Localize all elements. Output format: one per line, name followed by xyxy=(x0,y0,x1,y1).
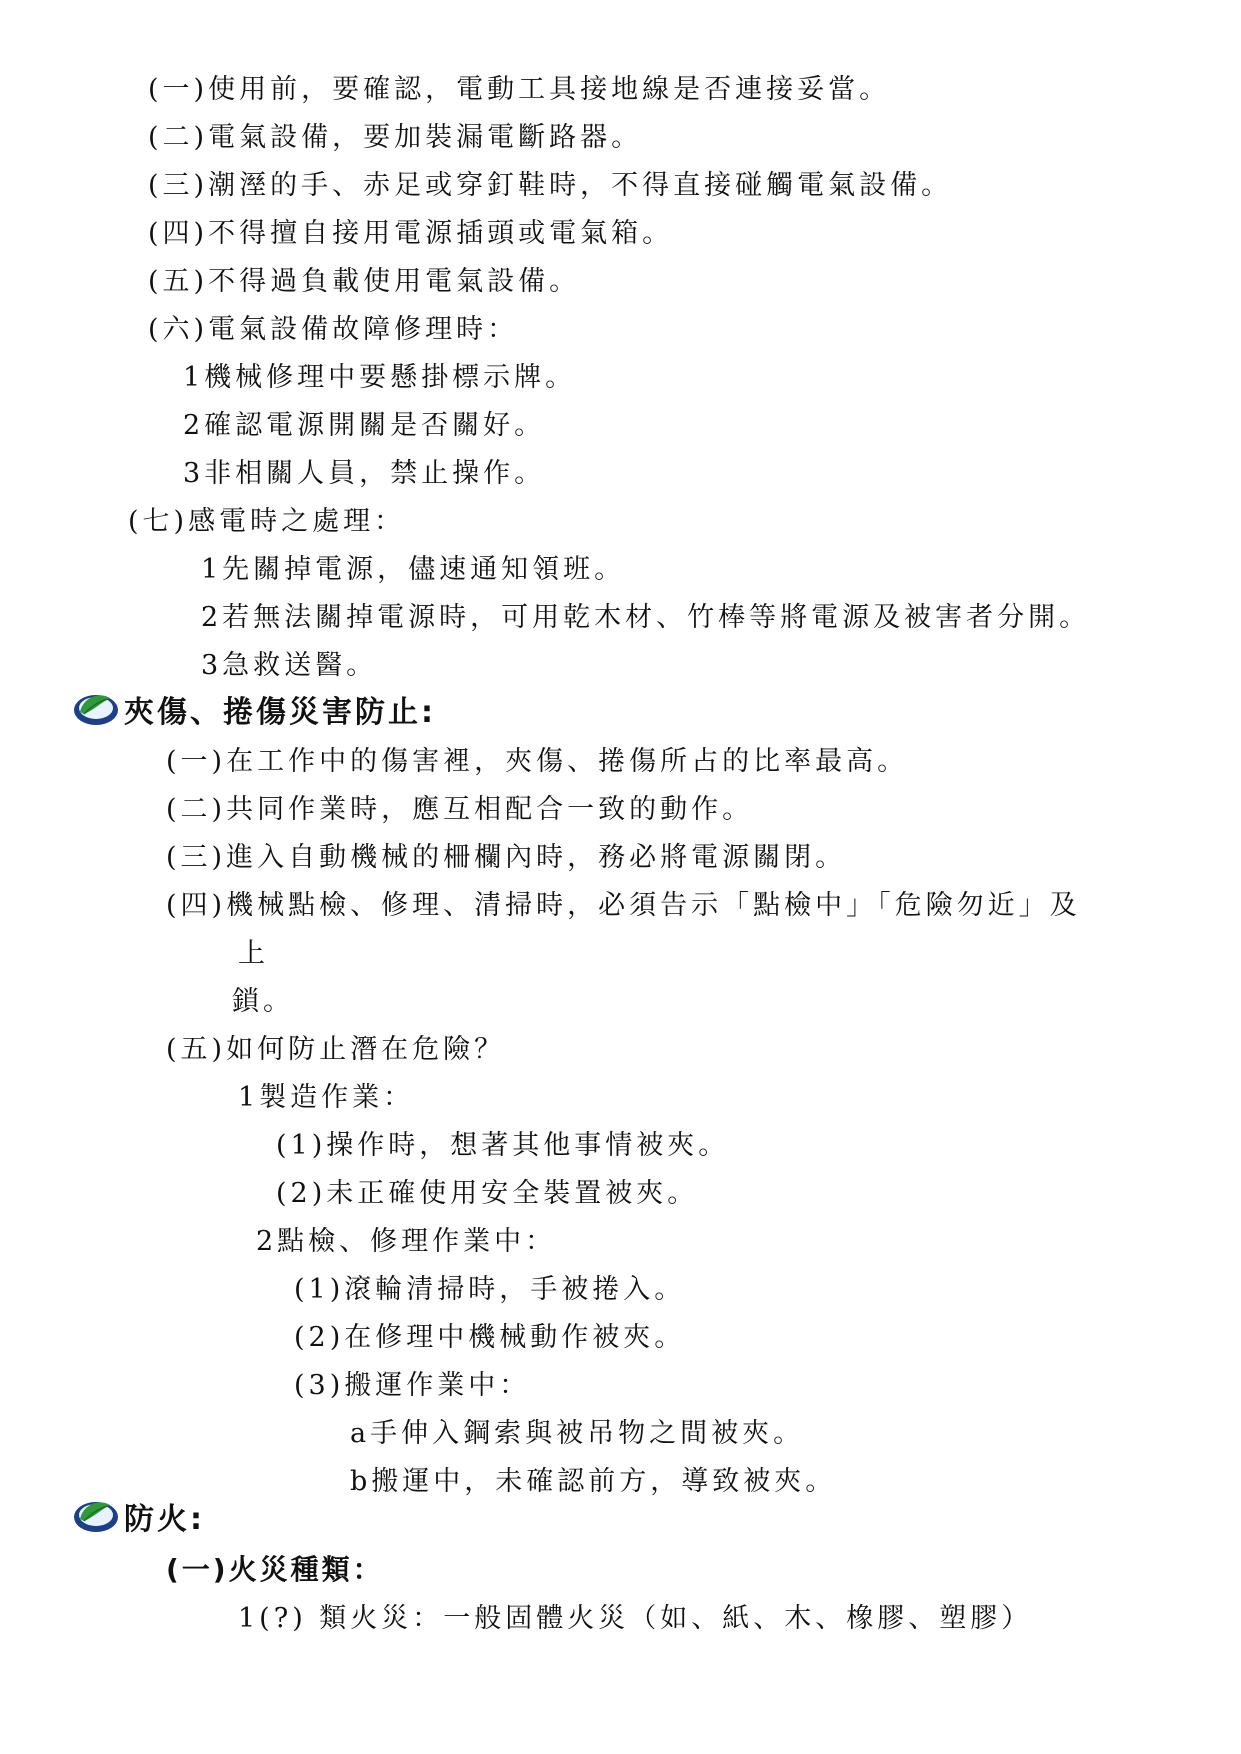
inspect-item-3: (3)搬運作業中： xyxy=(294,1370,531,1401)
electric-item-1: (一)使用前，要確認，電動工具接地線是否連接妥當。 xyxy=(148,74,891,105)
inspect-title: 2點檢、修理作業中： xyxy=(256,1226,557,1257)
electric-item-6: (六)電氣設備故障修理時： xyxy=(148,314,519,345)
pinch-item-4: (四)機械點檢、修理、清掃時，必須告示「點檢中」「危險勿近」及 xyxy=(166,890,1081,921)
electric-item-3: (三)潮溼的手、赤足或穿釘鞋時，不得直接碰觸電氣設備。 xyxy=(148,170,953,201)
mfg-item-2: (2)未正確使用安全裝置被夾。 xyxy=(276,1178,699,1209)
pinch-item-4-cont-1: 上 xyxy=(238,938,269,969)
pinch-item-1: (一)在工作中的傷害裡，夾傷、捲傷所占的比率最高。 xyxy=(166,746,909,777)
section-heading-pinch: 夾傷、捲傷災害防止: xyxy=(124,695,436,730)
leaf-bullet-icon xyxy=(70,688,122,728)
shock-step-1: 1先關掉電源，儘速通知領班。 xyxy=(201,554,626,585)
transport-item-b: b搬運中，未確認前方，導致被夾。 xyxy=(350,1466,837,1497)
inspect-item-2: (2)在修理中機械動作被夾。 xyxy=(294,1322,686,1353)
transport-item-a: a手伸入鋼索與被吊物之間被夾。 xyxy=(350,1418,805,1449)
pinch-item-3: (三)進入自動機械的柵欄內時，務必將電源關閉。 xyxy=(166,842,847,873)
fire-type-1: 1(?) 類火災：一般固體火災（如、紙、木、橡膠、塑膠） xyxy=(238,1603,1033,1634)
pinch-item-5: (五)如何防止潛在危險？ xyxy=(166,1034,506,1065)
shock-step-2: 2若無法關掉電源時，可用乾木材、竹棒等將電源及被害者分開。 xyxy=(201,602,1091,633)
electric-item-4: (四)不得擅自接用電源插頭或電氣箱。 xyxy=(148,218,674,249)
mfg-item-1: (1)操作時，想著其他事情被夾。 xyxy=(276,1130,730,1161)
shock-step-3: 3急救送醫。 xyxy=(201,650,378,681)
inspect-item-1: (1)滾輪清掃時，手被捲入。 xyxy=(294,1274,686,1305)
fire-types-heading: (一)火災種類： xyxy=(166,1553,384,1586)
electric-item-2: (二)電氣設備，要加裝漏電斷路器。 xyxy=(148,122,643,153)
repair-step-1: 1機械修理中要懸掛標示牌。 xyxy=(183,362,577,393)
pinch-item-2: (二)共同作業時，應互相配合一致的動作。 xyxy=(166,794,754,825)
electric-item-5: (五)不得過負載使用電氣設備。 xyxy=(148,266,581,297)
pinch-item-4-cont-2: 鎖。 xyxy=(232,986,294,1017)
section-heading-fire: 防火: xyxy=(124,1502,205,1537)
repair-step-2: 2確認電源開關是否關好。 xyxy=(183,410,546,441)
mfg-title: 1製造作業： xyxy=(238,1082,415,1113)
leaf-bullet-icon xyxy=(70,1495,122,1535)
repair-step-3: 3非相關人員，禁止操作。 xyxy=(183,458,546,489)
shock-title: (七)感電時之處理： xyxy=(128,506,406,537)
